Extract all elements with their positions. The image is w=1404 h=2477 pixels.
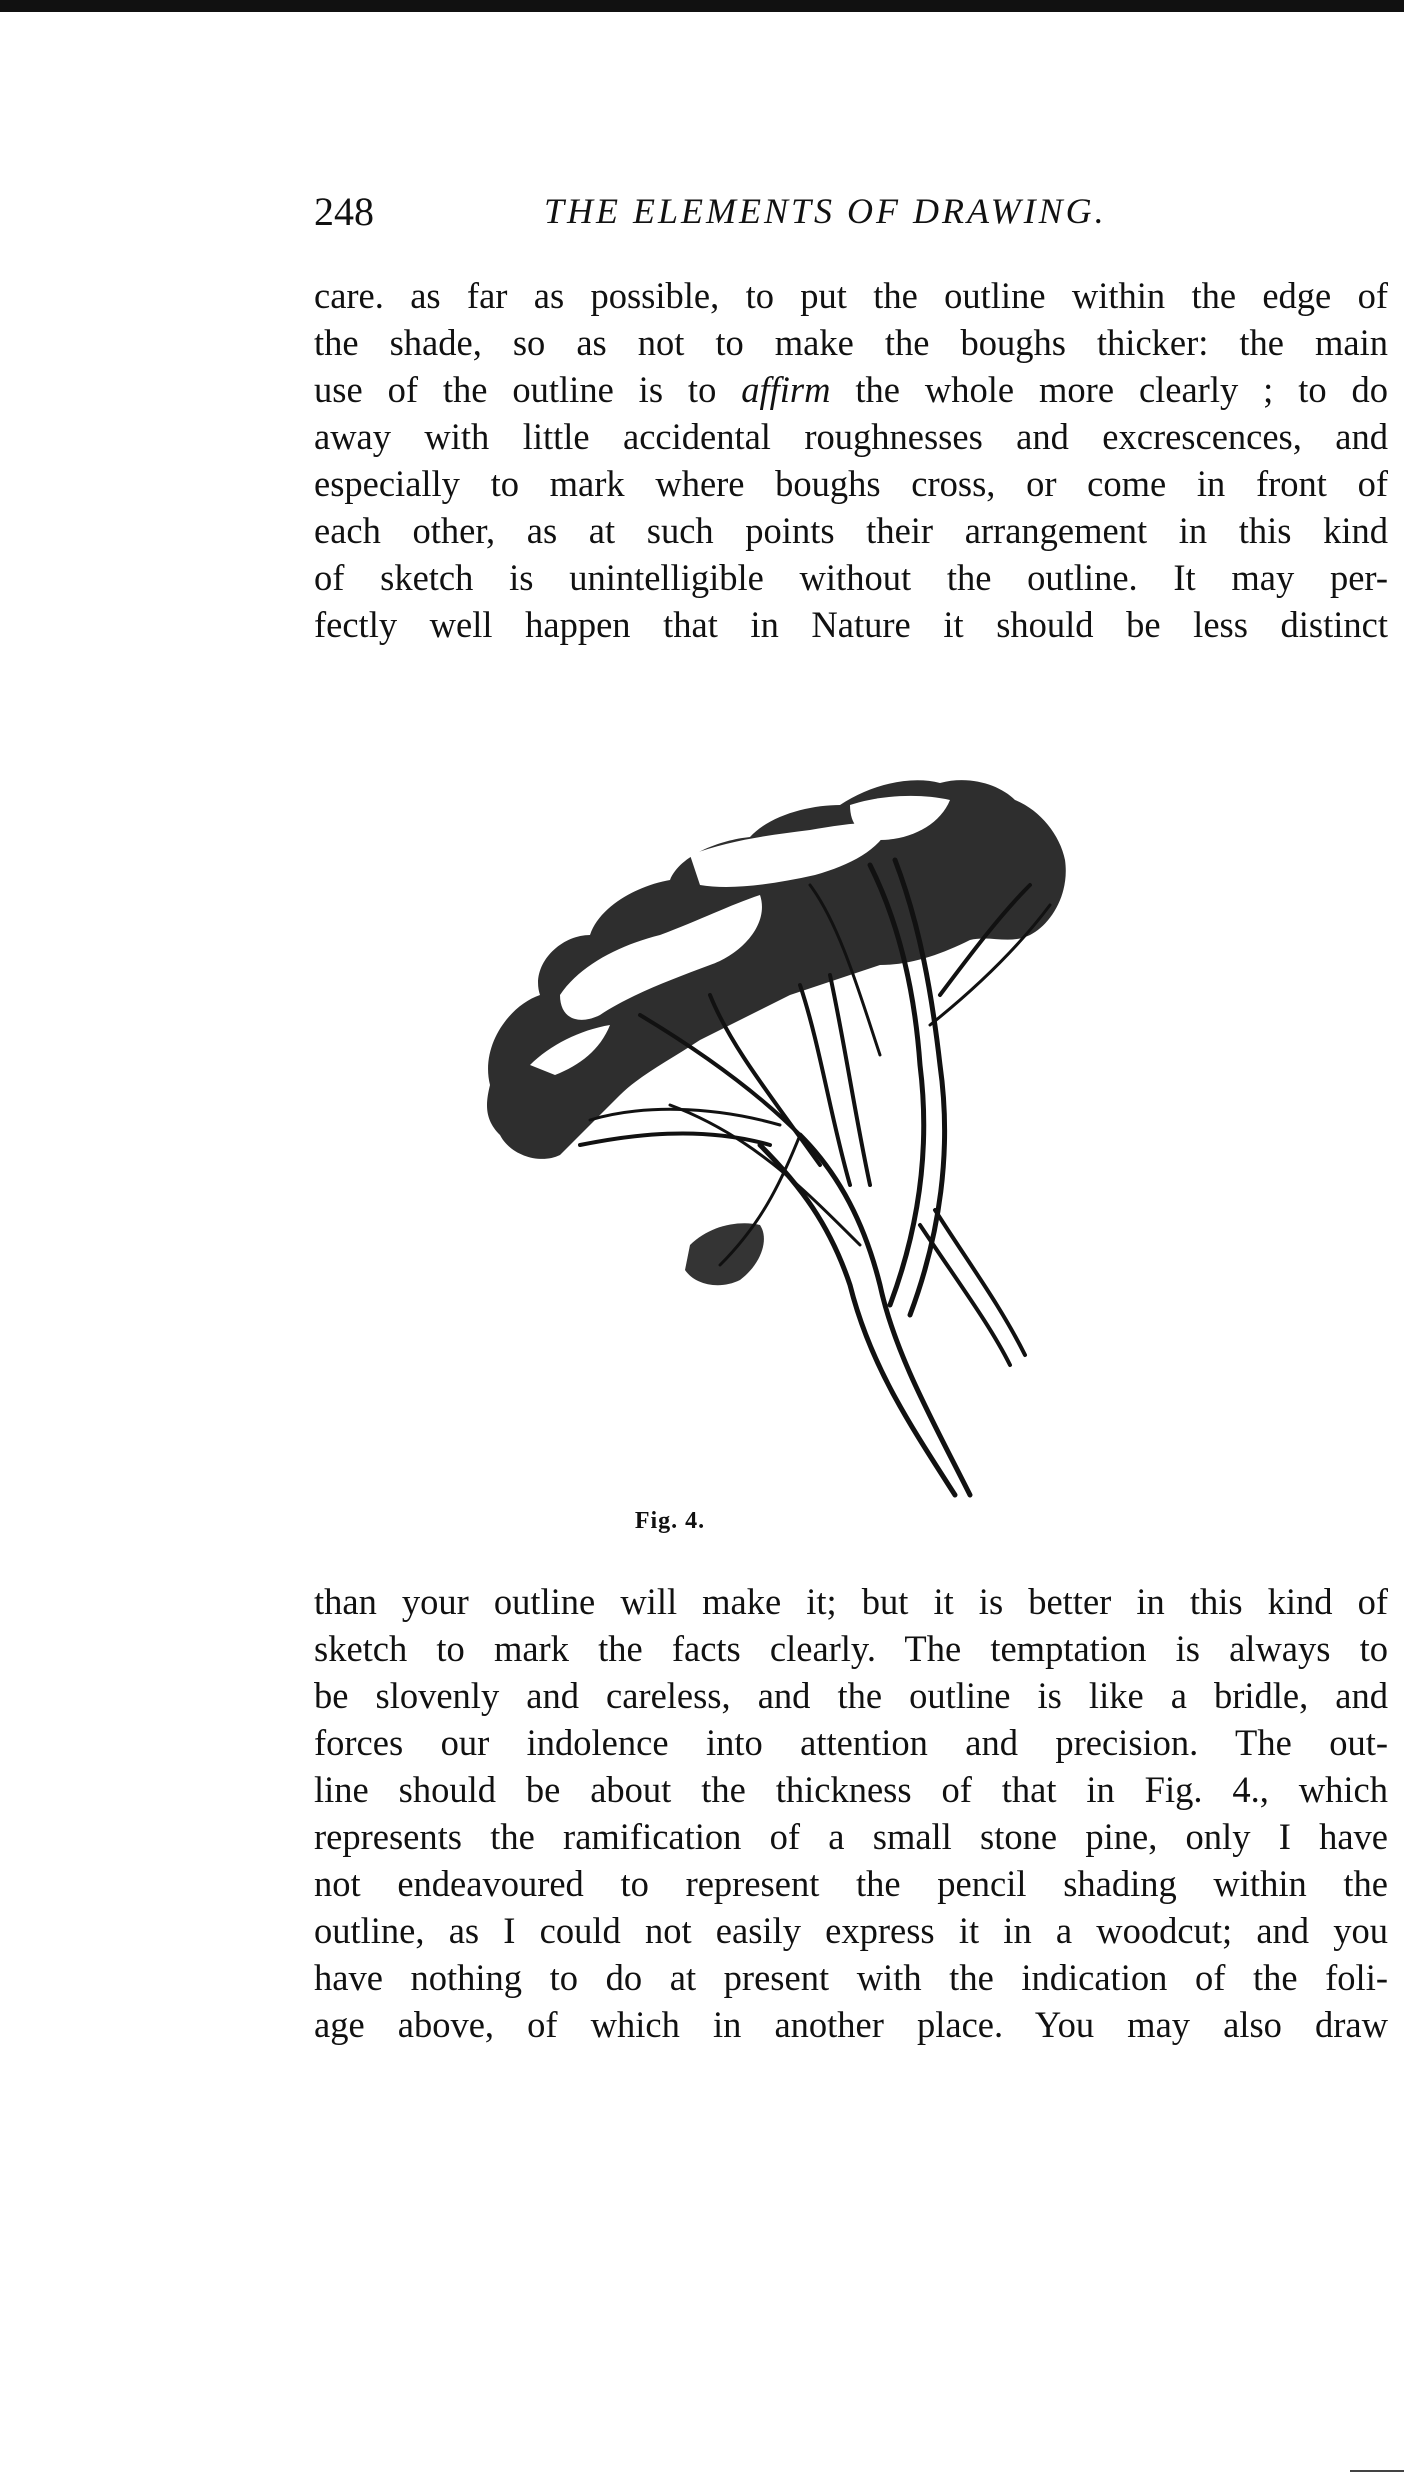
text-line: outline, as I could not easily express it in a woodcut; and you (314, 1910, 1388, 1951)
text-line: use of the outline is to affirm the whole more clearly ; to do (314, 369, 1388, 410)
bottom-scan-mark (1350, 2470, 1404, 2472)
text-line: age above, of which in another place. You may also draw (314, 2004, 1388, 2045)
text-line: be slovenly and careless, and the outline is like a bridle, and (314, 1675, 1388, 1716)
page-number: 248 (314, 189, 374, 234)
text-line: line should be about the thickness of that in Fig. 4., which (314, 1769, 1388, 1810)
text-line: represents the ramification of a small stone pine, only I have (314, 1816, 1388, 1857)
text-line: have nothing to do at present with the indication of the foli- (314, 1957, 1388, 1998)
text-line: of sketch is unintelligible without the outline. It may per- (314, 557, 1388, 598)
text-line: than your outline will make it; but it is better in this kind of (314, 1581, 1388, 1622)
figure-caption-text: Fig. 4. (634, 1508, 706, 1534)
text-line: sketch to mark the facts clearly. The temptation is always to (314, 1628, 1388, 1669)
page-header (314, 188, 1388, 238)
paragraph-1 (314, 272, 1388, 648)
text-line: forces our indolence into attention and precision. The out- (314, 1722, 1388, 1763)
text-line: not endeavoured to represent the pencil shading within the (314, 1863, 1388, 1904)
text-line: each other, as at such points their arrangement in this kind (314, 510, 1388, 551)
text-line: the shade, so as not to make the boughs thicker: the main (314, 322, 1388, 363)
text-line: away with little accidental roughnesses and excrescences, and (314, 416, 1388, 457)
figure-caption (0, 1508, 1404, 1535)
stone-pine-illustration (470, 665, 1190, 1505)
paragraph-2 (314, 1578, 1388, 2048)
text-line: fectly well happen that in Nature it should be less distinct (314, 604, 1388, 645)
top-scan-border (0, 0, 1404, 12)
running-head: THE ELEMENTS OF DRAWING. (544, 191, 1107, 231)
text-line: especially to mark where boughs cross, or come in front of (314, 463, 1388, 504)
text-line: care. as far as possible, to put the outline within the edge of (314, 275, 1388, 316)
